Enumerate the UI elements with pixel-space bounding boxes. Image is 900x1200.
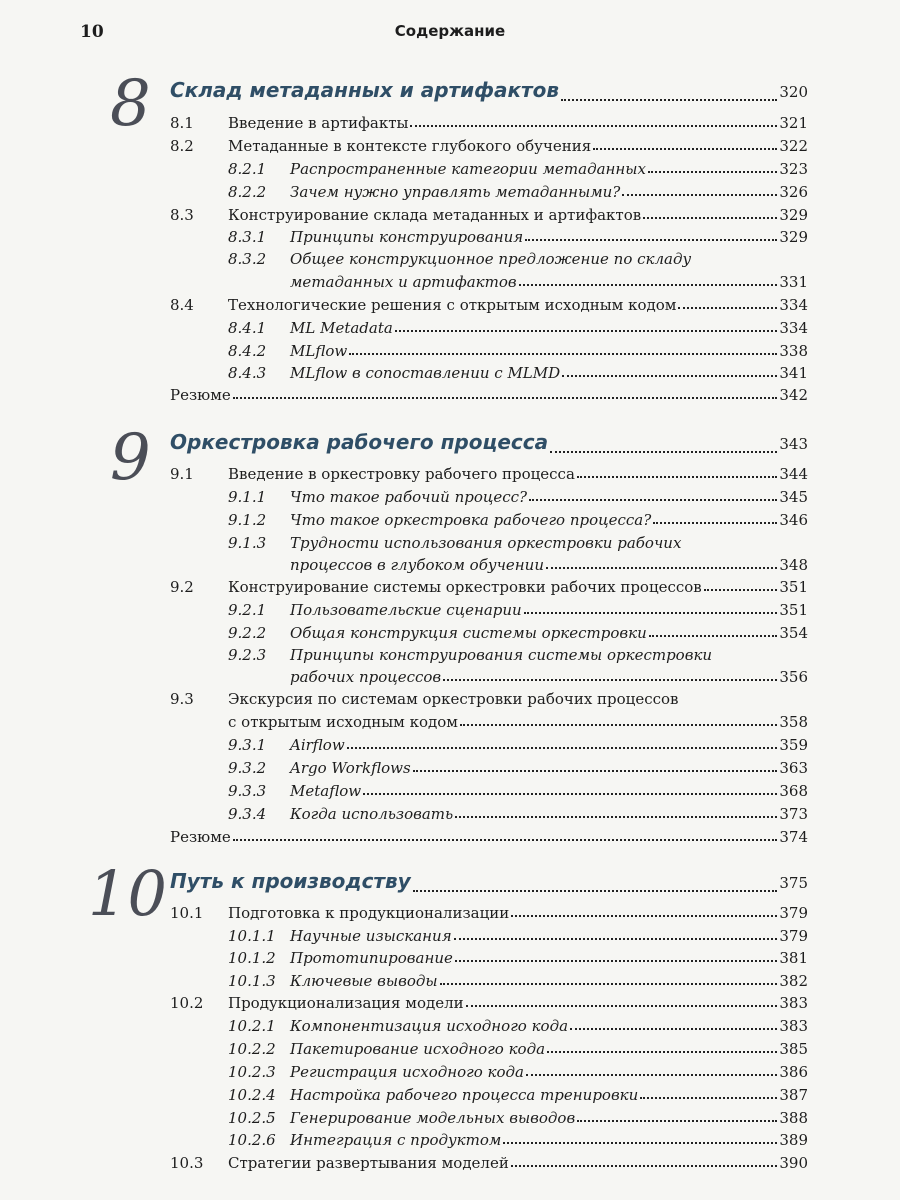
toc-entry-number: 10.1 [170,904,204,922]
toc-entry-number: 8.4.2 [228,342,267,360]
chapter-number: 9 [110,421,151,495]
toc-entry-page-number: 341 [779,364,808,382]
toc-entry-number: 9.2.1 [228,601,267,619]
toc-subentry[interactable] [0,759,900,781]
toc-entry-line [290,488,808,506]
toc-entry-text: Введение в оркестровку рабочего процесса [228,465,575,483]
chapter-page-number: 320 [779,83,808,101]
toc-entry-page-number: 331 [779,273,808,291]
toc-entry-line [290,183,808,201]
toc-entry-text: с открытым исходным кодом [228,713,458,731]
toc-entry-number: 8.2.2 [228,183,267,201]
toc-subentry[interactable] [0,273,900,295]
toc-entry-page-number: 334 [779,319,808,337]
toc-entry[interactable] [0,114,900,136]
toc-entry-page-number: 383 [779,1017,808,1035]
toc-entry-page-number: 329 [779,206,808,224]
toc-subentry[interactable] [0,488,900,510]
dot-leader [395,329,778,332]
dot-leader [363,792,777,795]
toc-subentry[interactable] [0,601,900,623]
toc-entry-page-number: 323 [779,160,808,178]
toc-entry-page-number: 379 [779,904,808,922]
chapter-title[interactable] [170,78,808,106]
toc-subentry[interactable] [0,160,900,182]
toc-subentry[interactable] [0,1017,900,1039]
toc-subentry[interactable] [0,342,900,364]
toc-entry-number: 8.4.1 [228,319,267,337]
chapter-title[interactable] [170,430,808,458]
toc-subentry[interactable] [0,364,900,386]
toc-entry-number: 9.3.4 [228,805,267,823]
toc-entry-line [228,465,808,483]
toc-entry-line [290,364,808,382]
dot-leader [704,588,778,591]
toc-entry[interactable] [0,1154,900,1176]
toc-entry-page-number: 334 [779,296,808,314]
toc-entry-line [290,972,808,990]
toc-entry-line [228,904,808,922]
toc-subentry[interactable] [0,1040,900,1062]
toc-subentry[interactable] [0,782,900,804]
toc-entry-text: ML Metadata [290,319,393,337]
toc-entry-line [290,736,808,754]
toc-entry-page-number: 346 [779,511,808,529]
toc-entry-number: 10.1.1 [228,927,276,945]
chapter-title-text: Путь к производству [170,869,411,893]
toc-entry-number: 8.2.1 [228,160,267,178]
toc-entry-line [290,556,808,574]
toc-entry-number: 10.2.3 [228,1063,276,1081]
toc-entry-number: 10.1.2 [228,949,276,967]
toc-entry-number: 9.1.2 [228,511,267,529]
toc-entry-line [290,1086,808,1104]
toc-entry-line [290,1109,808,1127]
dot-leader [593,147,777,150]
toc-entry-page-number: 390 [779,1154,808,1172]
toc-entry-page-number: 354 [779,624,808,642]
toc-entry-page-number: 356 [779,668,808,686]
toc-entry-line [228,206,808,224]
toc-entry-line [290,668,808,686]
toc-subentry[interactable] [0,949,900,971]
toc-entry-line [290,805,808,823]
toc-entry-page-number: 344 [779,465,808,483]
toc-entry-text: Пакетирование исходного кода [290,1040,546,1058]
toc-entry-text: Подготовка к продукционализации [228,904,510,922]
toc-entry-text: Общая конструкция системы оркестровки [290,624,647,642]
toc-summary[interactable] [0,828,900,850]
toc-entry-page-number: 379 [779,927,808,945]
toc-entry-line [228,137,808,155]
dot-leader [622,193,777,196]
toc-entry-text: рабочих процессов [290,668,442,686]
toc-entry-text: Научные изыскания [290,927,452,945]
dot-leader [233,838,778,841]
dot-leader [577,475,777,478]
running-header [0,22,900,46]
toc-subentry[interactable] [0,972,900,994]
dot-leader [519,283,778,286]
dot-leader [455,959,777,962]
dot-leader [443,678,777,681]
toc-entry-number: 8.4.3 [228,364,267,382]
toc-entry-text: Metaflow [290,782,362,800]
toc-entry-page-number: 326 [779,183,808,201]
dot-leader [511,1164,778,1167]
toc-entry-text: Генерирование модельных выводов [290,1109,576,1127]
toc-entry-text: Argo Workflows [290,759,411,777]
toc-subentry[interactable] [0,927,900,949]
toc-entry-line [228,713,808,731]
toc-entry-first-line[interactable]: Экскурсия по системам оркестровки рабочих процессов [228,690,679,708]
toc-entry-number: 9.3.2 [228,759,267,777]
chapter-title-text: Склад метаданных и артифактов [170,78,560,102]
chapter-page-number: 375 [779,874,808,892]
toc-entry-text: Ключевые выводы [290,972,438,990]
dot-leader [562,374,777,377]
toc-entry-text: Технологические решения с открытым исходным кодом [228,296,677,314]
dot-leader [570,1027,777,1030]
toc-entry-page-number: 381 [779,949,808,967]
dot-leader [454,937,778,940]
toc-entry-text: процессов в глубоком обучении [290,556,544,574]
toc-entry[interactable] [0,578,900,600]
toc-entry-number: 9.2 [170,578,194,596]
toc-entry-first-line[interactable]: Общее конструкционное предложение по складу [290,250,692,268]
toc-subentry[interactable] [0,668,900,690]
toc-entry-number: 9.2.2 [228,624,267,642]
dot-leader [653,521,777,524]
toc-entry[interactable] [0,137,900,159]
toc-entry-number: 8.2 [170,137,194,155]
toc-subentry[interactable] [0,624,900,646]
toc-entry-number: 10.2.1 [228,1017,276,1035]
toc-subentry[interactable] [0,228,900,250]
toc-entry-text: Конструирование склада метаданных и артифактов [228,206,642,224]
toc-entry-text: Прототипирование [290,949,453,967]
toc-entry-number: 10.2.5 [228,1109,276,1127]
toc-entry[interactable] [0,904,900,926]
running-title: Содержание [394,22,506,40]
toc-entry-line [290,782,808,800]
toc-entry-line [290,1063,808,1081]
toc-entry-text: Резюме [170,386,231,404]
toc-entry-text: Пользовательские сценарии [290,601,522,619]
dot-leader [233,396,778,399]
toc-entry-page-number: 383 [779,994,808,1012]
toc-subentry[interactable] [0,736,900,758]
toc-entry-line [290,624,808,642]
toc-entry-line [290,949,808,967]
toc-entry-page-number: 329 [779,228,808,246]
dot-leader [648,170,777,173]
toc-entry-text: Принципы конструирования [290,228,524,246]
toc-subentry[interactable] [0,319,900,341]
toc-entry-page-number: 386 [779,1063,808,1081]
toc-entry-line [290,601,808,619]
toc-entry-number: 10.2.2 [228,1040,276,1058]
toc-entry-page-number: 374 [779,828,808,846]
toc-entry-page-number: 388 [779,1109,808,1127]
toc-entry-line [228,1154,808,1172]
toc-entry-line [290,759,808,777]
toc-summary[interactable] [0,386,900,408]
toc-entry-line [290,1017,808,1035]
toc-entry-page-number: 351 [779,601,808,619]
toc-entry-text: Настройка рабочего процесса тренировки [290,1086,639,1104]
dot-leader [511,914,777,917]
toc-entry-line [290,160,808,178]
toc-entry-number: 8.3.1 [228,228,267,246]
dot-leader [349,352,777,355]
toc-entry-page-number: 387 [779,1086,808,1104]
toc-entry-text: Стратегии развертывания моделей [228,1154,509,1172]
toc-entry-line [228,994,808,1012]
toc-entry-page-number: 368 [779,782,808,800]
toc-entry-text: Регистрация исходного кода [290,1063,524,1081]
chapter-title-text: Оркестровка рабочего процесса [170,430,549,454]
dot-leader [525,238,777,241]
toc-entry-text: Введение в артифакты [228,114,409,132]
dot-leader [640,1096,777,1099]
toc-entry-number: 10.1.3 [228,972,276,990]
toc-entry-number: 8.1 [170,114,194,132]
toc-entry-number: 10.3 [170,1154,204,1172]
toc-entry-number: 9.3 [170,690,194,708]
dot-leader [561,98,777,101]
toc-subentry[interactable] [0,1131,900,1153]
dot-leader [347,746,778,749]
dot-leader [546,566,777,569]
dot-leader [455,815,777,818]
toc-entry[interactable] [0,713,900,735]
toc-entry-line [290,342,808,360]
toc-entry-text: Зачем нужно управлять метаданными? [290,183,621,201]
toc-subentry[interactable] [0,1109,900,1131]
toc-entry-text: MLflow [290,342,348,360]
dot-leader [577,1119,777,1122]
toc-entry-number: 9.1.3 [228,534,267,552]
toc-entry[interactable] [0,296,900,318]
dot-leader [466,1004,778,1007]
toc-entry-line [290,511,808,529]
chapter-title[interactable] [170,869,808,897]
toc-subentry[interactable] [0,183,900,205]
toc-entry-text: Резюме [170,828,231,846]
toc-entry[interactable] [0,206,900,228]
toc-entry-text: Компонентизация исходного кода [290,1017,569,1035]
dot-leader [440,982,778,985]
toc-entry-page-number: 363 [779,759,808,777]
toc-entry-text: Когда использовать [290,805,454,823]
dot-leader [410,124,777,127]
toc-entry-line [290,273,808,291]
toc-entry-first-line[interactable]: Принципы конструирования системы оркестровки [290,646,713,664]
toc-subentry[interactable] [0,556,900,578]
toc-entry-number: 9.1 [170,465,194,483]
chapter-number: 8 [110,67,151,141]
toc-entry-line [170,386,808,404]
toc-subentry[interactable] [0,1063,900,1085]
dot-leader [649,634,778,637]
dot-leader [413,889,778,892]
toc-entry-number: 10.2 [170,994,204,1012]
chapter-page-number: 343 [779,435,808,453]
dot-leader [547,1050,777,1053]
toc-entry-number: 8.3 [170,206,194,224]
chapter-number: 10 [88,857,167,930]
dot-leader [678,306,777,309]
page-number: 10 [80,22,104,42]
toc-entry-number: 8.3.2 [228,250,267,268]
toc-entry-line [228,114,808,132]
toc-entry-number: 10.2.6 [228,1131,276,1149]
toc-entry-number: 10.2.4 [228,1086,276,1104]
toc-entry-page-number: 338 [779,342,808,360]
dot-leader [550,450,777,453]
toc-entry-line [228,296,808,314]
toc-entry-text: Распространенные категории метаданных [290,160,646,178]
toc-entry-page-number: 359 [779,736,808,754]
toc-entry-page-number: 321 [779,114,808,132]
toc-entry-text: Airflow [290,736,345,754]
dot-leader [529,498,777,501]
toc-entry-text: MLflow в сопоставлении с MLMD [290,364,561,382]
toc-entry-text: Метаданные в контексте глубокого обучения [228,137,592,155]
toc-entry-line [290,228,808,246]
toc-entry-text: Что такое рабочий процесс? [290,488,528,506]
toc-entry-page-number: 322 [779,137,808,155]
toc-entry-text: Что такое оркестровка рабочего процесса? [290,511,652,529]
toc-entry-page-number: 385 [779,1040,808,1058]
toc-entry-page-number: 373 [779,805,808,823]
toc-entry-line [290,319,808,337]
toc-subentry[interactable] [0,1086,900,1108]
toc-entry-line [228,578,808,596]
toc-subentry[interactable] [0,511,900,533]
toc-entry-page-number: 358 [779,713,808,731]
toc-entry-page-number: 382 [779,972,808,990]
toc-entry-page-number: 389 [779,1131,808,1149]
toc-entry[interactable] [0,994,900,1016]
toc-entry-first-line[interactable]: Трудности использования оркестровки рабочих [290,534,682,552]
toc-entry-line [170,828,808,846]
dot-leader [503,1141,777,1144]
toc-entry-line [290,1131,808,1149]
toc-entry-page-number: 345 [779,488,808,506]
toc-entry-number: 9.1.1 [228,488,267,506]
toc-entry-text: метаданных и артифактов [290,273,517,291]
dot-leader [643,216,777,219]
toc-entry[interactable] [0,465,900,487]
toc-subentry[interactable] [0,805,900,827]
toc-entry-text: Конструирование системы оркестровки рабочих процессов [228,578,702,596]
toc-entry-line [290,927,808,945]
toc-entry-text: Интеграция с продуктом [290,1131,502,1149]
toc-entry-number: 8.4 [170,296,194,314]
dot-leader [413,769,778,772]
dot-leader [460,723,777,726]
toc-entry-number: 9.3.3 [228,782,267,800]
toc-entry-text: Продукционализация модели [228,994,464,1012]
toc-entry-page-number: 342 [779,386,808,404]
toc-entry-number: 9.2.3 [228,646,267,664]
toc-entry-line [290,1040,808,1058]
dot-leader [526,1073,777,1076]
toc-entry-number: 9.3.1 [228,736,267,754]
toc-entry-page-number: 348 [779,556,808,574]
toc-entry-page-number: 351 [779,578,808,596]
dot-leader [524,611,778,614]
